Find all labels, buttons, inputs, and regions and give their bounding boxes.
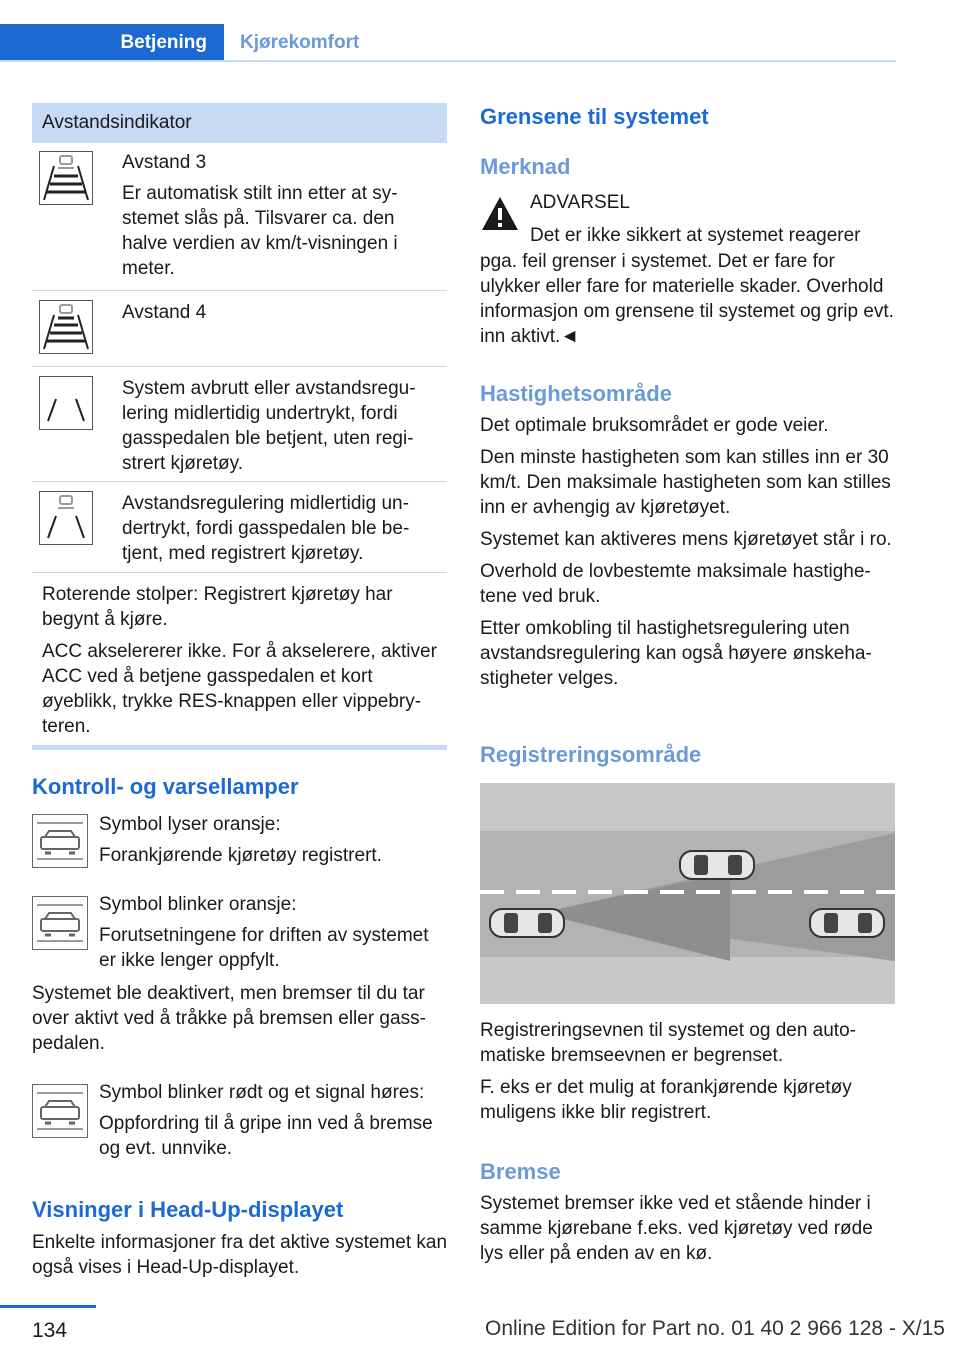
tab-kjorekomfort[interactable]: Kjørekomfort xyxy=(240,32,360,53)
system-interrupted-icon xyxy=(39,376,93,430)
subheading-speed: Hastighetsområde xyxy=(480,381,672,406)
row-title: Avstand 4 xyxy=(122,302,207,323)
lamp-meaning: Forutsetningene for driften av systemet er ikke lenger oppfylt. xyxy=(99,925,429,971)
lamp-item-red-flashing xyxy=(99,1080,449,1167)
car-icon xyxy=(32,896,88,950)
row-regulation-suppressed xyxy=(122,491,444,572)
row-desc: Avstandsregulering midlertidig undertrykt, fordi gasspedalen ble betjent, med registrert kjøretøy. xyxy=(122,493,410,564)
note-acc: ACC akselererer ikke. For å akselerere, aktiver ACC ved å betjene gasspedalen et kort øyeblikk, trykke RES-knappen eller vippebryteren. xyxy=(42,641,437,737)
lamp-item-orange-flashing xyxy=(99,892,449,979)
header-divider xyxy=(0,60,896,62)
lamp-status: Symbol blinker rødt og et signal høres: xyxy=(99,1082,425,1103)
row-divider xyxy=(32,366,447,367)
speed-p3: Systemet kan aktiveres mens kjøretøyet står i ro. xyxy=(480,529,892,550)
speed-text xyxy=(480,413,895,691)
lamp-status: Symbol lyser oransje: xyxy=(99,814,281,835)
warning-title-block xyxy=(530,190,895,248)
row-divider xyxy=(32,572,447,573)
warning-body xyxy=(480,249,895,349)
section-heading-lamps: Kontroll- og varsellamper xyxy=(32,774,299,799)
detection-text xyxy=(480,1018,895,1125)
subheading-note: Merknad xyxy=(480,154,571,179)
row-distance-3 xyxy=(122,150,444,287)
hud-text xyxy=(32,1230,452,1280)
lamp-meaning: Oppfordring til å gripe inn ved å bremse og evt. unnvike. xyxy=(99,1113,433,1159)
subheading-detection: Registreringsområde xyxy=(480,742,702,767)
distance-4-icon xyxy=(39,300,93,354)
table-bottom-rule xyxy=(32,745,447,750)
detection-p1: Registreringsevnen til systemet og den automatiske bremseevnen er begrenset. xyxy=(480,1020,856,1066)
table-heading: Avstandsindikator xyxy=(32,103,447,143)
speed-p1: Det optimale bruksområdet er gode veier. xyxy=(480,415,829,436)
detection-p2: F. eks er det mulig at forankjørende kjøretøy muligens ikke blir registrert. xyxy=(480,1077,852,1123)
row-divider xyxy=(32,290,447,291)
row-title: Avstand 3 xyxy=(122,152,207,173)
page-number: 134 xyxy=(32,1319,68,1342)
lamp-item-orange-steady xyxy=(99,812,449,874)
row-distance-4 xyxy=(122,300,444,331)
speed-p2: Den minste hastigheten som kan stilles inn er 30 km/t. Den maksimale hastigheten som kan stilles inn er avhengig av kjøretøyet. xyxy=(480,447,891,518)
brake-paragraph: Systemet bremser ikke ved et stående hinder i samme kjørebane f.eks. ved kjøretøy ved røde lys eller på enden av en kø. xyxy=(480,1193,873,1264)
subheading-brake: Bremse xyxy=(480,1159,561,1184)
lamp-paragraph xyxy=(32,981,452,1056)
table-notes xyxy=(42,582,447,739)
row-divider xyxy=(32,481,447,482)
car-icon xyxy=(32,814,88,868)
row-system-interrupted xyxy=(122,376,444,482)
section-heading-limits: Grensene til systemet xyxy=(480,104,709,129)
section-heading-hud: Visninger i Head-Up-displayet xyxy=(32,1197,344,1222)
warning-icon xyxy=(480,194,520,234)
detection-range-illustration xyxy=(480,783,895,1004)
distance-3-icon xyxy=(39,151,93,205)
lamp-status: Symbol blinker oransje: xyxy=(99,894,297,915)
warning-title: ADVARSEL xyxy=(530,192,630,213)
edition-text: Online Edition for Part no. 01 40 2 966 128 - X/15 xyxy=(485,1317,945,1340)
row-desc: System avbrutt eller avstandsregulering midlertidig undertrykt, fordi gasspedalen ble betjent, uten registrert kjøretøy. xyxy=(122,378,416,474)
regulation-suppressed-icon xyxy=(39,491,93,545)
speed-p4: Overhold de lovbestemte maksimale hastighetene ved bruk. xyxy=(480,561,871,607)
hud-paragraph: Enkelte informasjoner fra det aktive systemet kan også vises i Head-Up-displayet. xyxy=(32,1232,448,1278)
warning-text-first-line: Det er ikke sikkert at systemet reagerer xyxy=(530,225,861,246)
row-desc: Er automatisk stilt inn etter at systemet slås på. Tilsvarer ca. den halve verdien av km/t-visningen i meter. xyxy=(122,183,398,279)
lamp-meaning: Forankjørende kjøretøy registrert. xyxy=(99,845,382,866)
brake-text xyxy=(480,1191,895,1266)
lamp-paragraph-text: Systemet ble deaktivert, men bremser til du tar over aktivt ved å tråkke på bremsen eller gasspedalen. xyxy=(32,983,426,1054)
note-rotating-bars: Roterende stolper: Registrert kjøretøy har begynt å kjøre. xyxy=(42,584,393,630)
footer-rule xyxy=(0,1305,96,1308)
tab-betjening[interactable]: Betjening xyxy=(0,24,224,62)
car-icon xyxy=(32,1084,88,1138)
speed-p5: Etter omkobling til hastighetsregulering uten avstandsregulering kan også høyere ønskehastigheter velges. xyxy=(480,618,872,689)
warning-text: pga. feil grenser i systemet. Det er fare for ulykker eller fare for materielle skader. Overhold informasjon om grensene til systemet og grip evt. inn aktivt.◄ xyxy=(480,251,894,347)
